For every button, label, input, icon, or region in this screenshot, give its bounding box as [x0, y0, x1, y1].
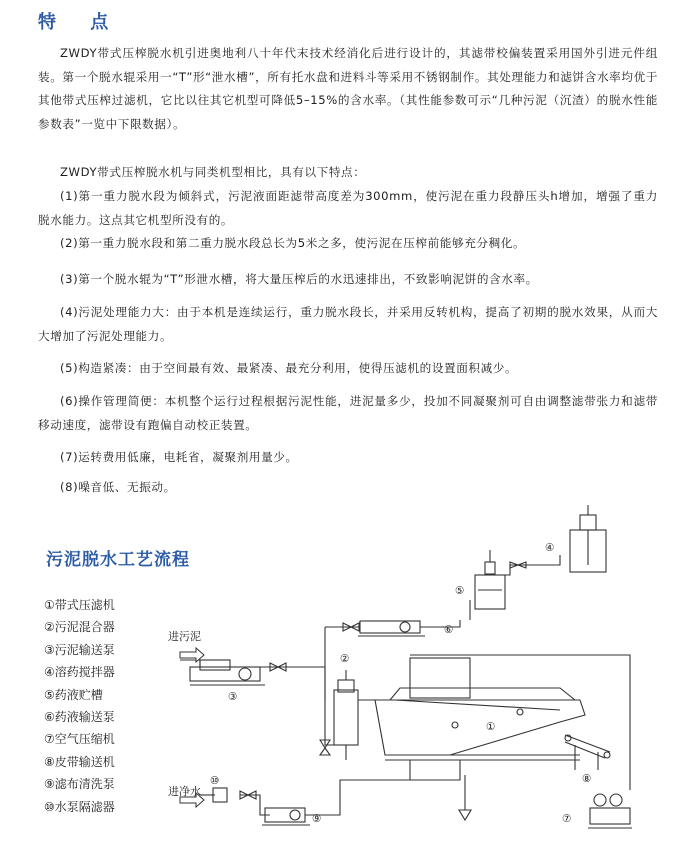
marker-8: ⑧ [582, 773, 592, 785]
marker-1: ① [486, 721, 496, 733]
feature-item-4: (4)污泥处理能力大：由于本机是连续运行，重力脱水段长，并采用反转机构，提高了初期的脱水效果，从而大大增加了污泥处理能力。 [38, 305, 658, 343]
dosing-pump [358, 621, 425, 636]
legend-item: ①带式压滤机 [44, 598, 115, 612]
marker-3: ③ [228, 691, 238, 703]
air-compressor [588, 794, 632, 828]
feature-item-3: (3)第一个脱水辊为“T”形泄水槽，将大量压榨后的水迅速排出，不致影响泥饼的含水率。 [60, 272, 538, 286]
marker-6: ⑥ [444, 624, 454, 636]
feature-item-6: (6)操作管理简便：本机整个运行过程根据污泥性能，进泥量多少，投加不同凝聚剂可自由调整滤带张力和滤带移动速度，滤带设有跑偏自动校正装置。 [38, 394, 658, 432]
marker-5: ⑤ [455, 585, 465, 597]
legend-item: ⑩水泵隔滤器 [44, 799, 115, 814]
chemical-dissolving-mixer [570, 505, 606, 572]
sludge-pump [190, 660, 265, 685]
pump-strainer [213, 788, 227, 802]
marker-2: ② [340, 653, 350, 665]
sludge-inlet-label: 进污泥 [168, 630, 201, 643]
legend-item: ④溶药搅拌器 [44, 665, 115, 680]
legend-item: ⑦空气压缩机 [44, 732, 115, 747]
features-title: 特 点 [38, 12, 123, 33]
legend-item: ②污泥混合器 [44, 620, 115, 635]
compare-paragraph: ZWDY带式压榨脱水机与同类机型相比，具有以下特点： [60, 165, 366, 179]
belt-filter-press [375, 658, 585, 760]
marker-7: ⑦ [562, 813, 572, 825]
marker-9: ⑨ [312, 813, 322, 825]
feature-item-8: (8)噪音低、无振动。 [60, 480, 176, 494]
legend-item: ⑨滤布清洗泵 [44, 777, 115, 792]
legend-item: ⑧皮带输送机 [44, 754, 115, 769]
legend-item: ⑥药液输送泵 [44, 710, 115, 725]
intro-paragraph: ZWDY带式压榨脱水机引进奥地利八十年代末技术经消化后进行设计的，其滤带校偏装置采用国外引进元件组装。第一个脱水辊采用一“T”形“泄水槽”，所有托水盘和进料斗等采用不锈钢制作。其处理能力和滤饼含水率均优于其他带式压榨过滤机，它比以往其它机型可降低5–15%的含水率。（其性能参数可示“几种污泥（沉渣）的脱水性能参数表”一览中下限数据）。 [38, 46, 658, 131]
feature-item-5: (5)构造紧凑：由于空间最有效、最紧凑、最充分利用，使得压滤机的设置面积减少。 [60, 361, 518, 375]
water-inlet-label: 进净水 [168, 785, 201, 798]
valves [240, 562, 526, 799]
feature-item-1: (1)第一重力脱水段为倾斜式，污泥液面距滤带高度差为300mm，使污泥在重力段静压头h增加，增强了重力脱水能力。这点其它机型所没有的。 [38, 189, 658, 227]
legend-item: ③污泥输送泵 [44, 642, 115, 657]
marker-10: ⑩ [210, 775, 220, 787]
feature-item-2: (2)第一重力脱水段和第二重力脱水段总长为5米之多，使污泥在压榨前能够充分稠化。 [60, 236, 526, 250]
process-title: 污泥脱水工艺流程 [46, 550, 190, 570]
marker-4: ④ [545, 542, 555, 554]
feature-item-7: (7)运转费用低廉，电耗省，凝聚剂用量少。 [60, 450, 298, 464]
process-flow-diagram [0, 500, 695, 851]
belt-conveyor [565, 735, 610, 770]
chemical-storage-tank [475, 550, 505, 609]
sludge-mixer [334, 670, 358, 760]
legend-item: ⑤药液贮槽 [44, 687, 103, 702]
cloth-wash-pump [262, 808, 310, 825]
